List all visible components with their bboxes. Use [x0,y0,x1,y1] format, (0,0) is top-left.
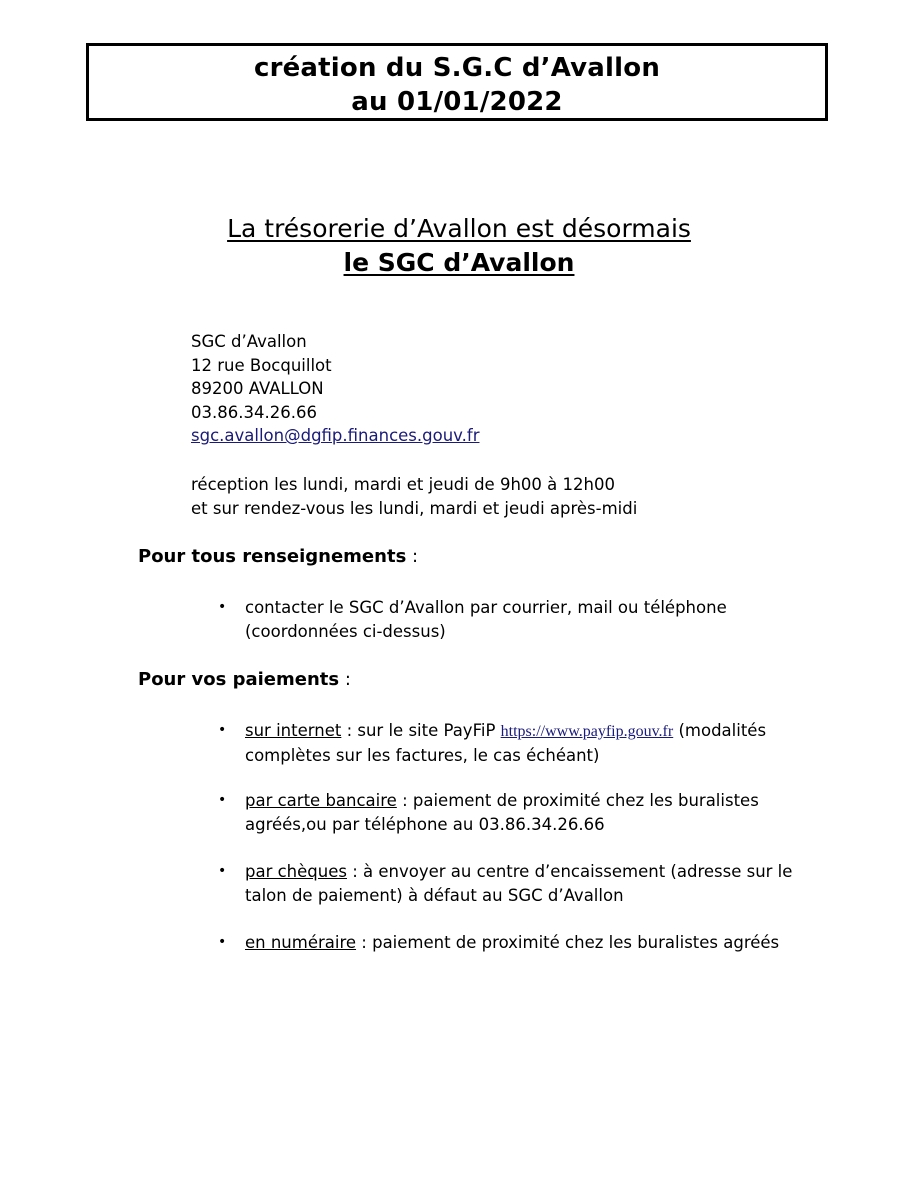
address-block [191,330,479,448]
payment-item-cash [218,931,828,955]
bullet-icon: • [218,599,227,615]
payment-text-internet: : sur le site PayFiP [341,721,501,740]
address-city: 89200 AVALLON [191,379,324,398]
payfip-link[interactable]: https://www.payfip.gouv.fr [500,723,674,740]
headline-line-1: La trésorerie d’Avallon est désormais [227,214,691,243]
reception-hours [191,473,637,520]
info-section-heading: Pour tous renseignements [138,546,407,567]
bullet-icon: • [218,863,227,879]
info-section-title [138,545,418,569]
payment-text-card: : paiement de proximité chez les buralistes [396,791,759,810]
payment-item-internet [218,719,828,767]
reception-line-2: et sur rendez-vous les lundi, mardi et jeudi après-midi [191,498,638,518]
payment-text-cash: : paiement de proximité chez les buralistes agréés [356,933,780,952]
payment-item-cheques [218,860,828,907]
info-item-line-1: contacter le SGC d’Avallon par courrier, mail ou téléphone [245,598,727,617]
payment-text-internet-line-2: complètes sur les factures, le cas échéant) [245,745,600,765]
payment-label-card: par carte bancaire [245,791,397,810]
email-link[interactable]: sgc.avallon@dgfip.finances.gouv.fr [191,426,480,445]
address-name: SGC d’Avallon [191,332,307,351]
reception-line-1: réception les lundi, mardi et jeudi de 9h00 à 12h00 [191,475,615,494]
title-line-2: au 01/01/2022 [351,87,563,117]
payment-label-cheques: par chèques [245,862,347,881]
info-item-contact [218,596,828,643]
title-line-1: création du S.G.C d’Avallon [253,53,661,83]
payment-section-title [138,668,351,692]
payment-text-card-line-2: agréés,ou par téléphone au 03.86.34.26.66 [245,814,605,834]
payment-label-cash: en numéraire [245,933,357,952]
payment-item-card [218,789,828,836]
address-street: 12 rue Bocquillot [191,355,332,375]
payment-text-cheques: : à envoyer au centre d’encaissement (adresse sur le [346,862,793,881]
payment-text-internet-b: (modalités [673,721,767,740]
bullet-icon: • [218,934,227,950]
address-phone: 03.86.34.26.66 [191,402,317,422]
info-item-line-2: (coordonnées ci-dessus) [245,621,446,641]
headline-line-2: le SGC d’Avallon [343,248,575,277]
bullet-icon: • [218,722,227,738]
payment-label-internet: sur internet [245,721,342,740]
title-box [86,43,828,121]
bullet-icon: • [218,792,227,808]
payment-section-colon: : [339,669,351,690]
payment-section-heading: Pour vos paiements [138,669,340,690]
info-section-colon: : [406,546,419,567]
payment-text-cheques-line-2: talon de paiement) à défaut au SGC d’Avallon [245,885,624,905]
headline [0,212,918,280]
